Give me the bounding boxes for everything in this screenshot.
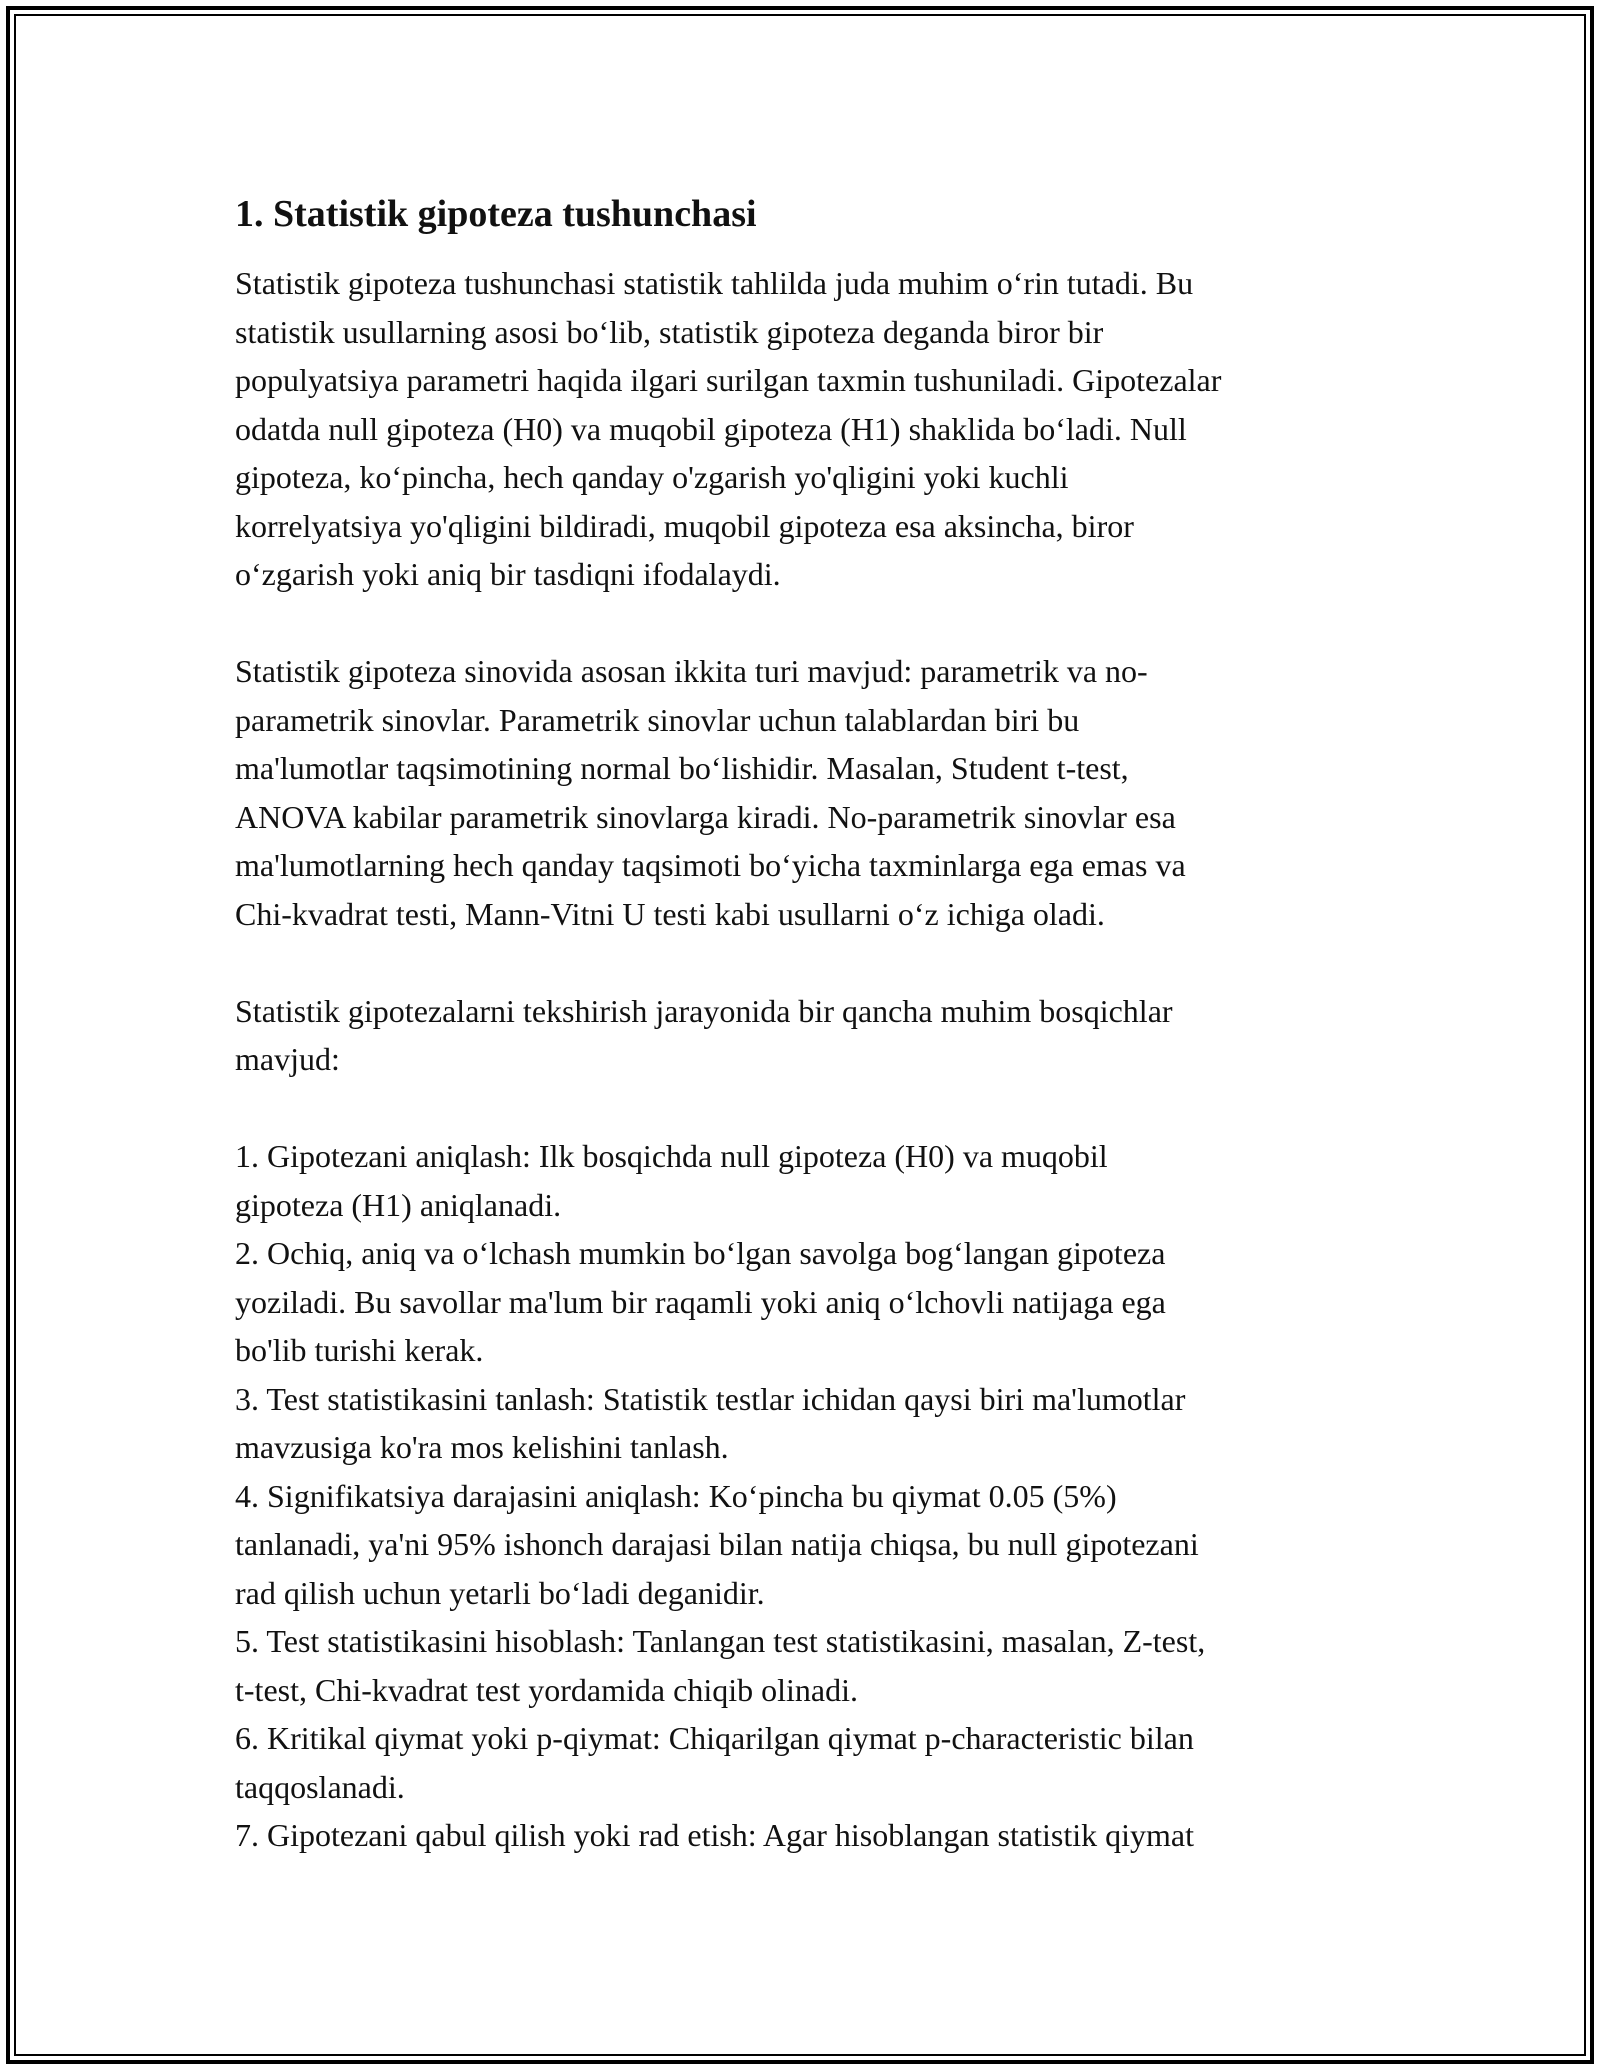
list-item: 5. Test statistikasini hisoblash: Tanlangan test statistikasini, masalan, Z-test, t-test, Chi-kvadrat test yordamida chiqib olinadi. — [235, 1623, 1206, 1708]
steps-list — [235, 1132, 1375, 1860]
paragraph-steps-intro: Statistik gipotezalarni tekshirish jarayonida bir qancha muhim bosqichlar mavjud: — [235, 992, 1173, 1077]
paragraph-intro: Statistik gipoteza tushunchasi statistik tahlilda juda muhim o‘rin tutadi. Bu statistik usullarning asosi bo‘lib, statistik gipoteza deganda biror bir populyatsiya parametri haqida ilgari surilgan taxmin tushuniladi. Gipotezalar odatda null gipoteza (H0) va muqobil gipoteza (H1) shaklida bo‘ladi. Null gipoteza, ko‘pincha, hech qanday o'zgarish yo'qligini yoki kuchli korrelyatsiya yo'qligini bildiradi, muqobil gipoteza esa aksincha, biror o‘zgarish yoki aniq bir tasdiqni ifodalaydi. — [235, 265, 1222, 592]
list-item: 4. Signifikatsiya darajasini aniqlash: Ko‘pincha bu qiymat 0.05 (5%) tanlanadi, ya'ni 95% ishonch darajasi bilan natija chiqsa, bu null gipotezani rad qilish uchun yetarli bo‘ladi deganidir. — [235, 1477, 1199, 1611]
list-item: 7. Gipotezani qabul qilish yoki rad etish: Agar hisoblangan statistik qiymat — [235, 1817, 1194, 1853]
list-item: 1. Gipotezani aniqlash: Ilk bosqichda null gipoteza (H0) va muqobil gipoteza (H1) aniqlanadi. — [235, 1138, 1108, 1223]
list-item: 6. Kritikal qiymat yoki p-qiymat: Chiqarilgan qiymat p-characteristic bilan taqqoslanadi. — [235, 1720, 1194, 1805]
paragraph-spacer — [235, 938, 1375, 987]
section-heading: 1. Statistik gipoteza tushunchasi — [235, 193, 757, 235]
paragraph-spacer — [235, 1084, 1375, 1133]
paragraph-spacer — [235, 599, 1375, 648]
list-item: 3. Test statistikasini tanlash: Statistik testlar ichidan qaysi biri ma'lumotlar mavzusiga ko'ra mos kelishini tanlash. — [235, 1380, 1186, 1465]
list-item: 2. Ochiq, aniq va o‘lchash mumkin bo‘lgan savolga bog‘langan gipoteza yoziladi. Bu savollar ma'lum bir raqamli yoki aniq o‘lchovli natijaga ega bo'lib turishi kerak. — [235, 1235, 1166, 1368]
document-body — [235, 185, 1375, 1860]
paragraph-test-types: Statistik gipoteza sinovida asosan ikkita turi mavjud: parametrik va no- parametrik sinovlar. Parametrik sinovlar uchun talablardan biri bu ma'lumotlar taqsimotining normal bo‘lishidir. Masalan, Student t-test, ANOVA kabilar parametrik sinovlarga kiradi. No-parametrik sinovlar esa ma'lumotlarning hech qanday taqsimoti bo‘yicha taxminlarga ega emas va Chi-kvadrat testi, Mann-Vitni U testi kabi usullarni o‘z ichiga oladi. — [235, 653, 1186, 932]
